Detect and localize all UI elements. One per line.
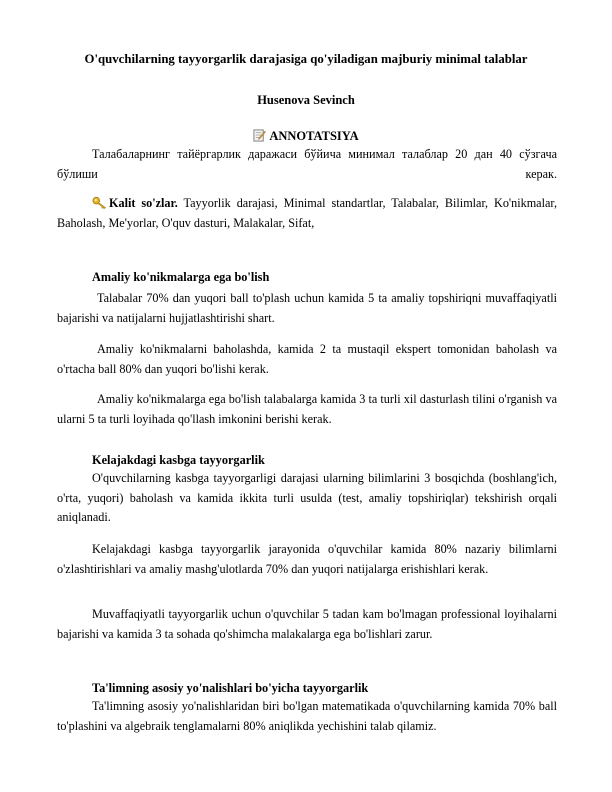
annotation-text: Талабаларнинг тайёргарлик даражаси бўйича минимал талаблар 20 дан 40 сўзгача бўлиши керак. xyxy=(57,147,557,181)
annotation-heading: ANNOTATSIYA xyxy=(269,129,359,143)
section-practical-skills-p1 xyxy=(57,289,557,328)
keywords-text: Tayyorlik darajasi, Minimal standartlar, Talabalar, Bilimlar, Ko'nikmalar, Baholash, Me'yorlar, O'quv dasturi, Malakalar, Sifat, xyxy=(57,196,558,230)
section-practical-skills-p3 xyxy=(57,390,557,429)
author-name: Husenova Sevinch xyxy=(257,93,355,107)
paragraph: Amaliy ko'nikmalarga ega bo'lish talabalarga kamida 3 ta turli xil dasturlash tilini o'rganish va ularni 5 ta turli loyihada qo'llash imkonini berishi kerak. xyxy=(57,392,557,426)
section-career-readiness-p2 xyxy=(57,540,557,579)
section-practical-skills-p2 xyxy=(57,340,557,379)
paragraph: Muvaffaqiyatli tayyorgarlik uchun o'quvchilar 5 tadan kam bo'lmagan professional loyihalarni bajarishi va kamida 3 ta sohada qo'shimcha malakalarga ega bo'lishlari zarur. xyxy=(57,607,557,641)
section-heading-core-areas: Ta'limning asosiy yo'nalishlari bo'yicha tayyorgarlik xyxy=(92,681,369,695)
annotation-heading-row xyxy=(40,127,572,147)
document-title: O'quvchilarning tayyorgarlik darajasiga qo'yiladigan majburiy minimal talablar xyxy=(84,52,528,66)
section-heading-career-readiness: Kelajakdagi kasbga tayyorgarlik xyxy=(92,453,265,467)
section-career-readiness-p1 xyxy=(57,469,557,528)
keywords-paragraph xyxy=(57,194,557,233)
memo-icon xyxy=(253,129,266,142)
key-icon xyxy=(92,196,107,209)
paragraph: Kelajakdagi kasbga tayyorgarlik jarayonida o'quvchilar kamida 80% nazariy bilimlarni o'zlashtirishlari va amaliy mashg'ulotlarda 70% dan yuqori natijalarga erishishlari kerak. xyxy=(57,542,557,576)
keywords-block xyxy=(57,194,557,233)
paragraph: Talabalar 70% dan yuqori ball to'plash uchun kamida 5 ta amaliy topshiriqni muvaffaqiyatli bajarishi va natijalarni hujjatlashtirishi shart. xyxy=(57,291,557,325)
section-career-readiness-p3 xyxy=(57,605,557,644)
paragraph: Amaliy ko'nikmalarni baholashda, kamida 2 ta mustaqil ekspert tomonidan baholash va o'rtacha ball 80% dan yuqori bo'lishi kerak. xyxy=(57,342,557,376)
paragraph: Ta'limning asosiy yo'nalishlaridan biri bo'lgan matematikada o'quvchilarning kamida 70% ball to'plashini va algebraik tenglamalarni 80% aniqlikda yechishini talab qilamiz. xyxy=(57,699,557,733)
keywords-label: Kalit so'zlar. xyxy=(109,196,178,210)
annotation-text-block xyxy=(57,145,557,184)
section-heading-practical-skills: Amaliy ko'nikmalarga ega bo'lish xyxy=(92,270,270,284)
section-core-areas-p1 xyxy=(57,697,557,736)
paragraph: O'quvchilarning kasbga tayyorgarligi darajasi ularning bilimlarini 3 bosqichda (boshlang'ich, o'rta, yuqori) baholash va kamida ikkita turli usulda (test, amaliy topshiriqlar) tekshirish orqali aniqlanadi. xyxy=(57,471,557,524)
